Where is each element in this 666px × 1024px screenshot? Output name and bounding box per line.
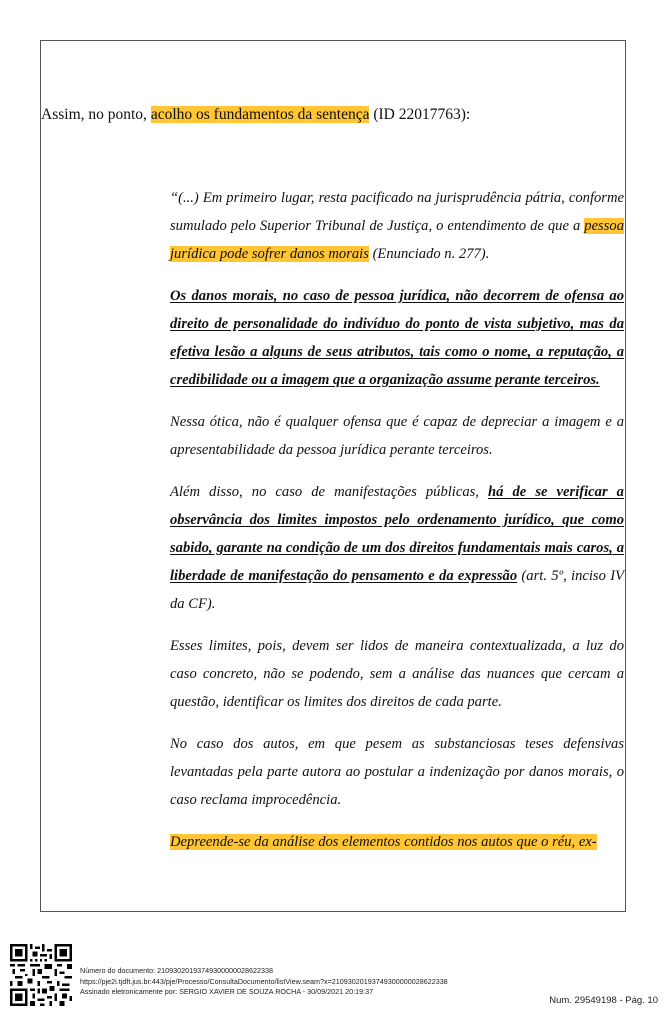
intro-text: Assim, no ponto, — [41, 106, 151, 123]
intro-paragraph — [41, 104, 621, 126]
qr-code-icon — [10, 944, 72, 1006]
document-number: Número do documento: 21093020193749300000028622338 — [80, 966, 274, 975]
page-number: Num. 29549198 - Pág. 10 — [549, 995, 658, 1006]
quote-paragraph-3: Nessa ótica, não é qualquer ofensa que é capaz de depreciar a imagem e a apresentabilidade da pessoa jurídica perante terceiros. — [170, 414, 624, 458]
quote-highlight: Depreende-se da análise dos elementos contidos nos autos que o réu, ex- — [170, 834, 597, 850]
intro-highlight: acolho os fundamentos da sentença — [150, 106, 370, 123]
signature-line: Assinado eletronicamente por: SERGIO XAVIER DE SOUZA ROCHA - 30/09/2021 20:19:37 — [80, 987, 374, 997]
quote-text: Além disso, no caso de manifestações públicas, — [170, 484, 489, 500]
quote-paragraph-1 — [170, 184, 624, 268]
quote-paragraph-6: No caso dos autos, em que pesem as substanciosas teses defensivas levantadas pela parte autora ao postular a indenização por danos morais, o caso reclama improcedência. — [170, 736, 624, 808]
quote-bold-underlined: Os danos morais, no caso de pessoa jurídica, não decorrem de ofensa ao direito de personalidade do indivíduo do ponto de vista subjetivo, mas da efetiva lesão a alguns de seus atributos, tais como o nome, a reputação, a credibilidade ou a imagem que a organização assume perante terceiros. — [170, 288, 624, 388]
quote-bold-underlined: há de se verificar a observância dos limites impostos pelo ordenamento jurídico, que como sabido, garante na condição de um dos direitos fundamentais mais caros, a liberdade de manifestação do pensamento e da expressão — [170, 484, 624, 584]
quote-paragraph-4 — [170, 478, 624, 618]
document-metadata — [80, 966, 448, 998]
quote-text: “(...) Em primeiro lugar, resta pacificado na jurisprudência pátria, conforme sumulado pelo Superior Tribunal de Justiça, o entendimento de que a — [170, 190, 624, 234]
document-url[interactable]: https://pje2i.tjdft.jus.br:443/pje/Processo/ConsultaDocumento/listView.seam?x=21093020193749300000028622338 — [80, 976, 448, 986]
quote-paragraph-2 — [170, 282, 624, 394]
intro-text-end: (ID 22017763): — [369, 106, 471, 123]
quote-text-end: (art. 5º, inciso IV da CF). — [170, 568, 624, 612]
quoted-sentence — [170, 184, 624, 856]
quote-text-end: (Enunciado n. 277). — [368, 246, 490, 262]
quote-paragraph-5: Esses limites, pois, devem ser lidos de maneira contextualizada, a luz do caso concreto, não se podendo, sem a análise das nuances que cercam a questão, identificar os limites dos direitos de cada parte. — [170, 638, 624, 710]
quote-highlight: pessoa jurídica pode sofrer danos morais — [170, 218, 624, 262]
quote-paragraph-7 — [170, 828, 624, 856]
